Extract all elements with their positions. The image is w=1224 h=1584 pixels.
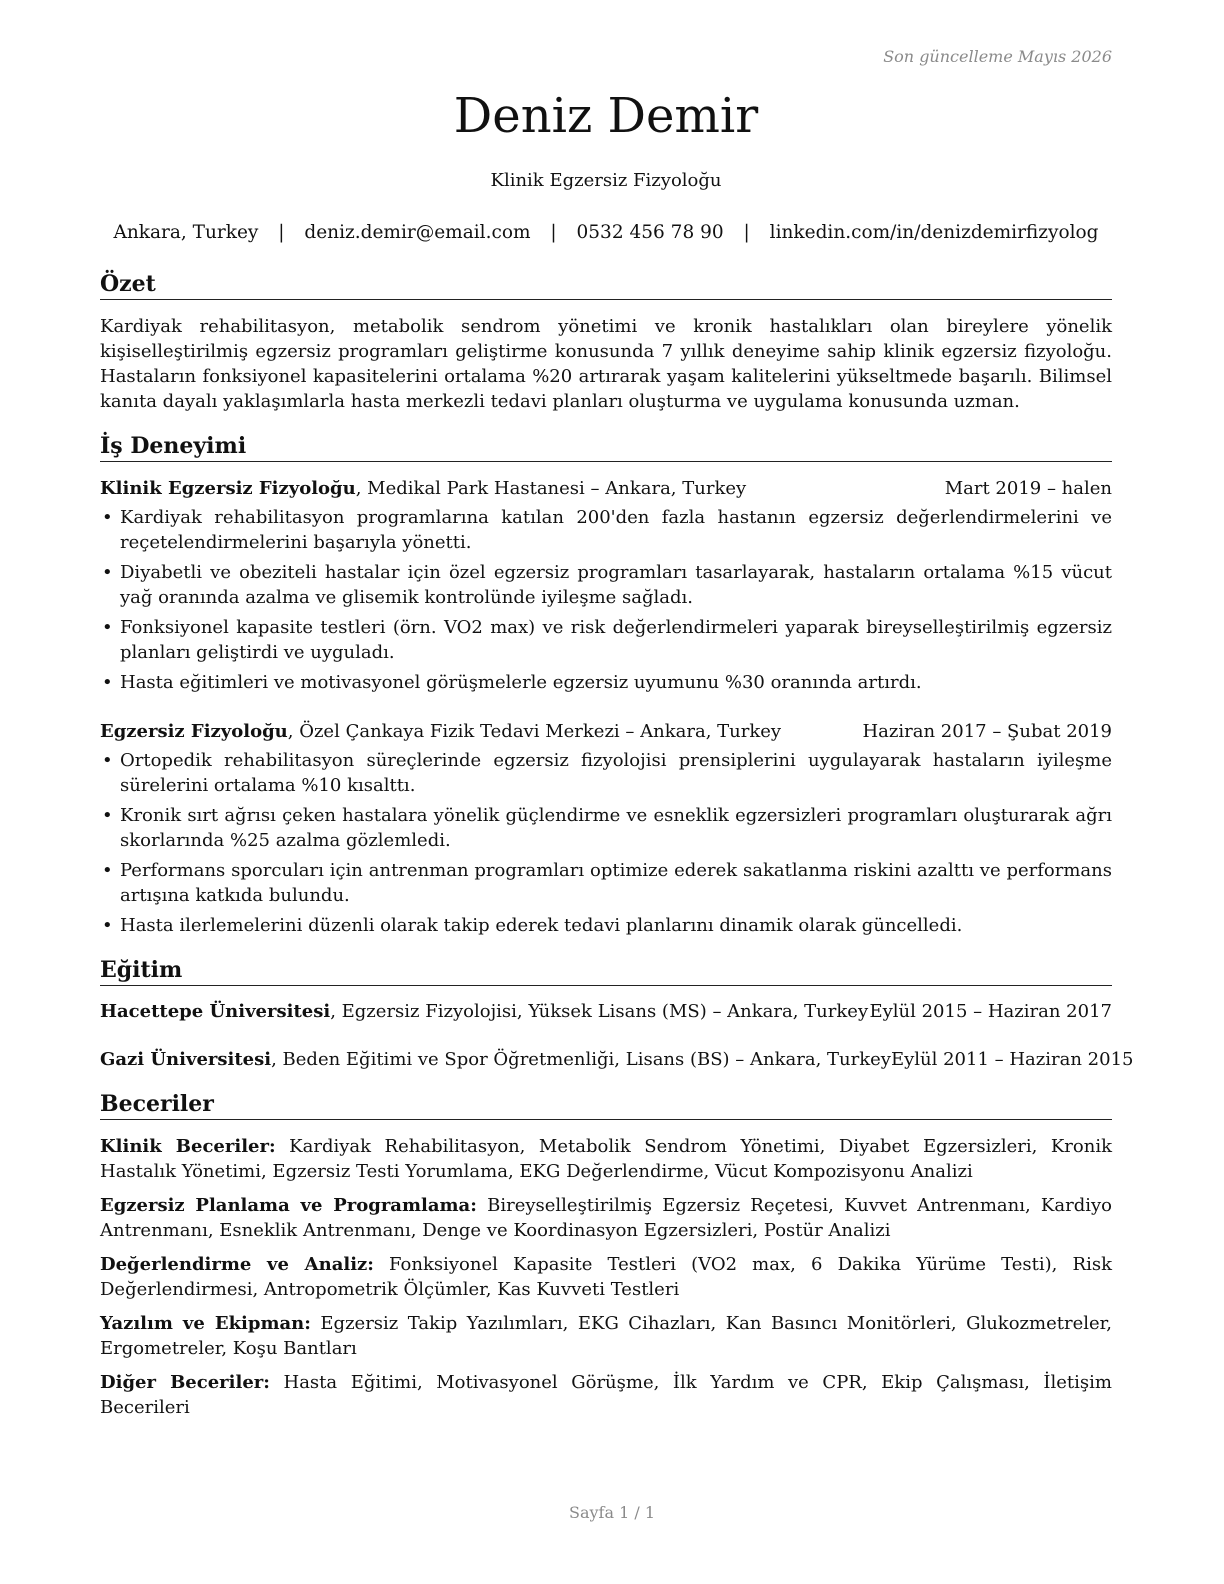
- experience-section: [100, 432, 1112, 938]
- job-bullet: • Diyabetli ve obeziteli hastalar için özel egzersiz programları tasarlayarak, hastaların ortalama %15 vücut yağ oranında azalma ve glisemik kontrolünde iyileşme sağladı.: [100, 560, 1112, 610]
- summary-text: Kardiyak rehabilitasyon, metabolik sendrom yönetimi ve kronik hastalıkları olan bireylere yönelik kişiselleştirilmiş egzersiz programları geliştirme konusunda 7 yıllık deneyime sahip klinik egzersiz fizyoloğu. Hastaların fonksiyonel kapasitelerini ortalama %20 artırarak yaşam kalitelerini yükseltmede başarılı. Bilimsel kanıta dayalı yaklaşımlarla hasta merkezli tedavi planları oluşturma ve uygulama konusunda uzman.: [100, 316, 1112, 412]
- skill-label: Yazılım ve Ekipman:: [100, 1313, 311, 1334]
- summary-section: [100, 270, 1112, 414]
- job-org: , Medikal Park Hastanesi – Ankara, Turkey: [355, 478, 747, 499]
- section-title-experience: İş Deneyimi: [100, 432, 1112, 462]
- job-bullet: • Ortopedik rehabilitasyon süreçlerinde egzersiz fizyolojisi prensiplerini uygulayarak hastaların iyileşme sürelerini ortalama %10 kısalttı.: [100, 748, 1112, 798]
- section-title-education: Eğitim: [100, 956, 1112, 986]
- resume-header: [100, 84, 1112, 245]
- last-updated: Son güncelleme Mayıs 2026: [883, 47, 1112, 66]
- job-entry: [100, 719, 1112, 938]
- skill-text: Hasta Eğitimi, Motivasyonel Görüşme, İlk Yardım ve CPR, Ekip Çalışması, İletişim Becerileri: [100, 1372, 1112, 1418]
- contact-separator: |: [278, 222, 285, 243]
- contact-separator: |: [743, 222, 750, 243]
- skill-group: [100, 1134, 1112, 1184]
- job-dates: Haziran 2017 – Şubat 2019: [862, 721, 1112, 742]
- skill-text: Egzersiz Takip Yazılımları, EKG Cihazları, Kan Basıncı Monitörleri, Glukozmetreler, Ergometreler, Koşu Bantları: [100, 1313, 1112, 1359]
- job-bullets: [100, 505, 1112, 695]
- job-org: , Özel Çankaya Fizik Tedavi Merkezi – Ankara, Turkey: [287, 721, 782, 742]
- skill-text: Fonksiyonel Kapasite Testleri (VO2 max, 6 Dakika Yürüme Testi), Risk Değerlendirmesi, Antropometrik Ölçümler, Kas Kuvveti Testleri: [100, 1254, 1112, 1300]
- job-bullet: • Hasta eğitimleri ve motivasyonel görüşmelerle egzersiz uyumunu %30 oranında artırdı.: [100, 670, 1112, 695]
- job-heading: [100, 476, 746, 501]
- contact-line: [100, 220, 1112, 245]
- contact-phone: 0532 456 78 90: [576, 222, 724, 243]
- contact-email[interactable]: deniz.demir@email.com: [304, 222, 531, 243]
- job-dates: Mart 2019 – halen: [944, 478, 1112, 499]
- job-bullet: • Performans sporcuları için antrenman programları optimize ederek sakatlanma riskini azalttı ve performans artışına katkıda bulundu.: [100, 858, 1112, 908]
- skill-text: Kardiyak Rehabilitasyon, Metabolik Sendrom Yönetimi, Diyabet Egzersizleri, Kronik Hastalık Yönetimi, Egzersiz Testi Yorumlama, EKG Değerlendirme, Vücut Kompozisyonu Analizi: [100, 1136, 1112, 1182]
- contact-linkedin[interactable]: linkedin.com/in/denizdemirfizyolog: [769, 222, 1099, 243]
- education-detail: , Beden Eğitimi ve Spor Öğretmenliği, Lisans (BS) – Ankara, Turkey: [271, 1049, 891, 1070]
- education-section: [100, 956, 1134, 1072]
- job-bullet: • Hasta ilerlemelerini düzenli olarak takip ederek tedavi planlarını dinamik olarak güncelledi.: [100, 913, 1112, 938]
- education-entry: [100, 999, 1112, 1024]
- education-dates: Eylül 2015 – Haziran 2017: [869, 1001, 1112, 1022]
- skill-group: [100, 1311, 1112, 1361]
- education-detail: , Egzersiz Fizyolojisi, Yüksek Lisans (MS) – Ankara, Turkey: [330, 1001, 869, 1022]
- skill-group: [100, 1370, 1112, 1420]
- education-entry: [100, 1047, 1134, 1072]
- contact-separator: |: [550, 222, 557, 243]
- job-bullets: [100, 748, 1112, 938]
- job-header: [100, 719, 1112, 744]
- skill-label: Diğer Beceriler:: [100, 1372, 270, 1393]
- education-school: Gazi Üniversitesi: [100, 1049, 272, 1070]
- resume-body: [100, 270, 1134, 1420]
- job-header: [100, 476, 1112, 501]
- education-dates: Eylül 2011 – Haziran 2015: [890, 1049, 1134, 1070]
- job-heading: [100, 719, 781, 744]
- education-school: Hacettepe Üniversitesi: [100, 1001, 331, 1022]
- page-number: Sayfa 1 / 1: [568, 1503, 655, 1522]
- job-bullet: • Kronik sırt ağrısı çeken hastalara yönelik güçlendirme ve esneklik egzersizleri programları oluşturarak ağrı skorlarında %25 azalma gözlemledi.: [100, 803, 1112, 853]
- contact-location: Ankara, Turkey: [113, 222, 259, 243]
- candidate-title: Klinik Egzersiz Fizyoloğu: [490, 170, 722, 191]
- section-title-summary: Özet: [100, 270, 1112, 300]
- job-role: Egzersiz Fizyoloğu: [100, 721, 288, 742]
- job-role: Klinik Egzersiz Fizyoloğu: [100, 478, 356, 499]
- education-heading: [100, 999, 868, 1024]
- skill-label: Klinik Beceriler:: [100, 1136, 276, 1157]
- skill-group: [100, 1193, 1112, 1243]
- skill-label: Değerlendirme ve Analiz:: [100, 1254, 374, 1275]
- skill-group: [100, 1252, 1112, 1302]
- job-entry: [100, 476, 1112, 695]
- candidate-name: Deniz Demir: [453, 88, 759, 144]
- skills-section: [100, 1090, 1112, 1420]
- skill-text: Bireyselleştirilmiş Egzersiz Reçetesi, Kuvvet Antrenmanı, Kardiyo Antrenmanı, Esneklik Antrenmanı, Denge ve Koordinasyon Egzersizleri, Postür Analizi: [100, 1195, 1113, 1241]
- section-title-skills: Beceriler: [100, 1090, 1112, 1120]
- education-heading: [100, 1047, 891, 1072]
- skill-label: Egzersiz Planlama ve Programlama:: [100, 1195, 477, 1216]
- job-bullet: • Fonksiyonel kapasite testleri (örn. VO2 max) ve risk değerlendirmeleri yaparak bireyselleştirilmiş egzersiz planları geliştirdi ve uyguladı.: [100, 615, 1112, 665]
- job-bullet: • Kardiyak rehabilitasyon programlarına katılan 200'den fazla hastanın egzersiz değerlendirmelerini ve reçetelendirmelerini başarıyla yönetti.: [100, 505, 1112, 555]
